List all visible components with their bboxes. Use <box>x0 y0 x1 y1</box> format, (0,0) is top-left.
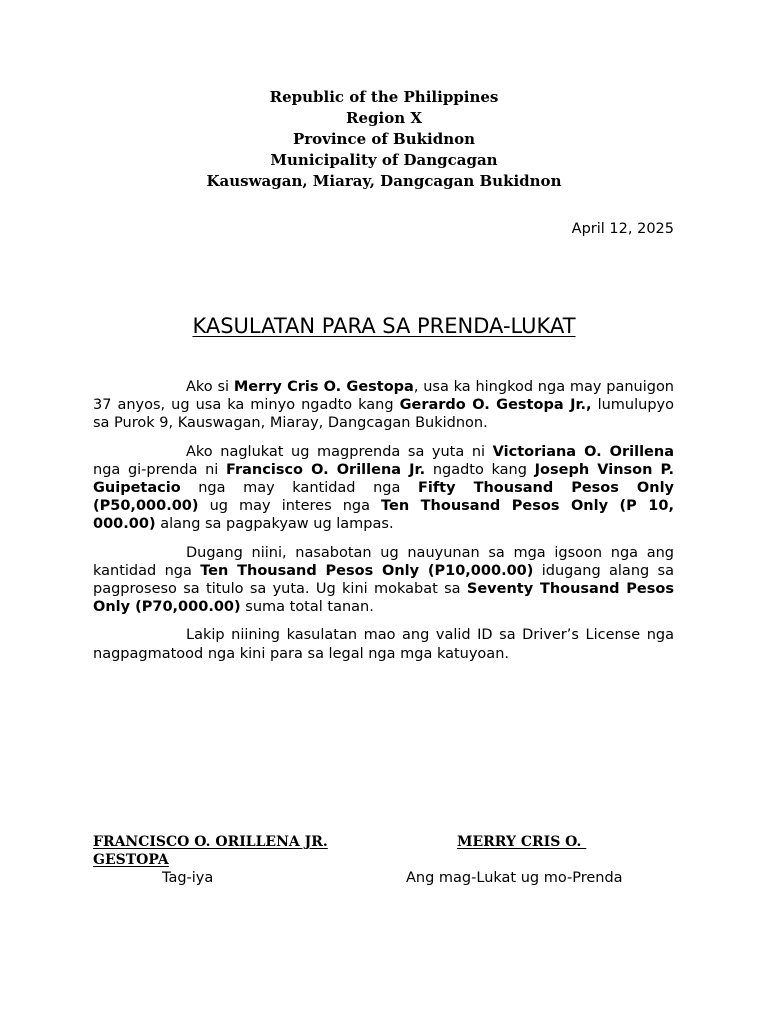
header-municipality: Municipality of Dangcagan <box>270 151 498 169</box>
p3-text-1: Dugang niini, nasabotan ug nauyunan sa mga igsoon nga ang kantidad nga <box>93 544 674 579</box>
paragraph-4 <box>93 626 674 662</box>
p2-bold-4: Fifty Thousand Pesos Only (P50,000.00) <box>93 480 675 515</box>
owner-role-label: Tag-iya <box>162 870 214 886</box>
p2-bold-5: Ten Thousand Pesos Only (P 10, 000.00) <box>93 498 674 533</box>
paragraph-3 <box>93 544 674 617</box>
p1-bold-1: Merry Cris O. Gestopa <box>233 379 414 395</box>
p4-text-1: Lakip niining kasulatan mao ang valid ID sa Driver’s License nga nagpagmatood nga kini para sa legal nga mga katuyoan. <box>93 627 674 662</box>
redeemer-name: MERRY CRIS O. <box>457 834 587 850</box>
p2-bold-3: Joseph Vinson P. Guipetacio <box>93 461 675 497</box>
p2-text-3: ngadto kang <box>425 461 535 478</box>
document-title: KASULATAN PARA SA PRENDA-LUKAT <box>192 314 576 338</box>
signature-name-owner <box>93 833 693 869</box>
p1-text-1: Ako si <box>186 379 234 395</box>
owner-name: FRANCISCO O. ORILLENA JR. <box>93 834 328 850</box>
p3-text-3: suma total tanan. <box>240 599 374 616</box>
p2-bold-1: Victoriana O. Orillena <box>492 443 674 460</box>
p1-text-2: , usa ka hingkod nga may panuigon 37 anyos, ug usa ka minyo ngadto kang <box>93 379 674 414</box>
header-region: Region X <box>346 109 422 127</box>
header-barangay: Kauswagan, Miaray, Dangcagan Bukidnon <box>206 172 562 190</box>
p2-text-4: nga may kantidad nga <box>180 480 418 497</box>
p3-bold-1: Ten Thousand Pesos Only (P10,000.00) <box>200 562 534 579</box>
p2-text-6: alang sa pagpakyaw ug lampas. <box>155 516 394 533</box>
p3-text-2: idugang alang sa pagproseso sa titulo sa yuta. Ug kini mokabat sa <box>93 562 674 598</box>
paragraph-1 <box>93 378 674 433</box>
header-province: Province of Bukidnon <box>292 130 476 148</box>
p1-text-3: lumulupyo sa Purok 9, Kauswagan, Miaray, Dangcagan Bukidnon. <box>93 397 674 432</box>
redeemer-surname: GESTOPA <box>93 852 169 868</box>
p2-text-5: ug may interes nga <box>198 498 382 515</box>
header-country: Republic of the Philippines <box>269 88 499 106</box>
paragraph-2 <box>93 443 674 534</box>
p3-bold-2: Seventy Thousand Pesos Only (P70,000.00) <box>93 581 674 616</box>
p1-bold-2: Gerardo O. Gestopa Jr., <box>399 397 592 414</box>
p2-text-2: nga gi-prenda ni <box>93 461 227 478</box>
document-date: April 12, 2025 <box>571 221 674 237</box>
p2-text-1: Ako naglukat ug magprenda sa yuta ni <box>186 443 493 460</box>
document-body <box>93 378 674 673</box>
p2-bold-2: Francisco O. Orillena Jr. <box>226 461 426 478</box>
redeemer-role-label: Ang mag-Lukat ug mo-Prenda <box>406 870 623 886</box>
document-header <box>0 87 768 192</box>
